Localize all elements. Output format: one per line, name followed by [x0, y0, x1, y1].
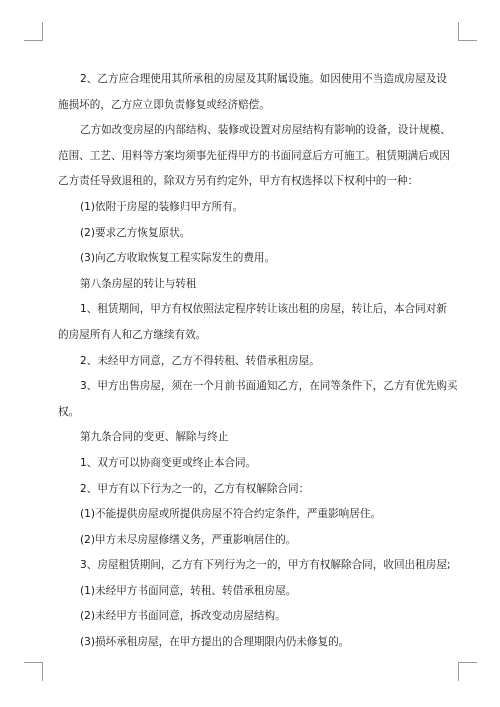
- text-line: (2)未经甲方书面同意，拆改变动房屋结构。: [80, 610, 286, 623]
- crop-mark-top-left: [24, 22, 43, 41]
- text-line: (2)甲方未尽房屋修缮义务，严重影响居住的。: [80, 533, 297, 546]
- text-line: 3、房屋租赁期间，乙方有下列行为之一的，甲方有权解除合同，收回出租房屋;: [80, 559, 451, 572]
- text-line: (1)未经甲方书面同意，转租、转借承租房屋。: [80, 584, 297, 597]
- text-line: 2、未经甲方同意，乙方不得转租、转借承租房屋。: [80, 354, 320, 367]
- text-line: 施损坏的，乙方应立即负责修复或经济赔偿。: [58, 98, 270, 111]
- text-line: 第八条房屋的转让与转租: [80, 277, 197, 290]
- text-line: 1、双方可以协商变更或终止本合同。: [80, 456, 257, 469]
- text-line: (1)依附于房屋的装修归甲方所有。: [80, 200, 244, 213]
- document-body: [58, 67, 458, 656]
- crop-mark-bottom-right: [458, 662, 477, 681]
- text-line: 第九条合同的变更、解除与终止: [80, 431, 229, 444]
- text-line: 乙方如改变房屋的内部结构、装修或设置对房屋结构有影响的设备，设计规模、: [80, 124, 451, 137]
- text-line: 2、甲方有以下行为之一的，乙方有权解除合同：: [80, 482, 310, 495]
- text-line: (3)损坏承租房屋，在甲方提出的合理期限内仍未修复的。: [80, 636, 350, 649]
- text-line: 范围、工艺、用料等方案均须事先征得甲方的书面同意后方可施工。租赁期满后或因: [58, 149, 450, 162]
- crop-mark-top-right: [458, 22, 477, 41]
- text-line: 的房屋所有人和乙方继续有效。: [58, 328, 207, 341]
- text-line: (1)不能提供房屋或所提供房屋不符合约定条件，严重影响居住。: [80, 508, 382, 521]
- text-line: 1、租赁期间，甲方有权依照法定程序转让该出租的房屋，转让后，本合同对新: [80, 303, 447, 316]
- text-line: 权。: [58, 405, 80, 418]
- text-line: 3、甲方出售房屋，须在一个月前书面通知乙方，在同等条件下，乙方有优先购买: [80, 380, 458, 393]
- text-line: 2、乙方应合理使用其所承租的房屋及其附属设施。如因使用不当造成房屋及设: [80, 73, 447, 85]
- text-line: 乙方责任导致退租的，除双方另有约定外，甲方有权选择以下权利中的一种：: [58, 175, 419, 188]
- text-line: (2)要求乙方恢复原状。: [80, 226, 191, 239]
- text-line: (3)向乙方收取恢复工程实际发生的费用。: [80, 252, 276, 265]
- crop-mark-bottom-left: [24, 662, 43, 681]
